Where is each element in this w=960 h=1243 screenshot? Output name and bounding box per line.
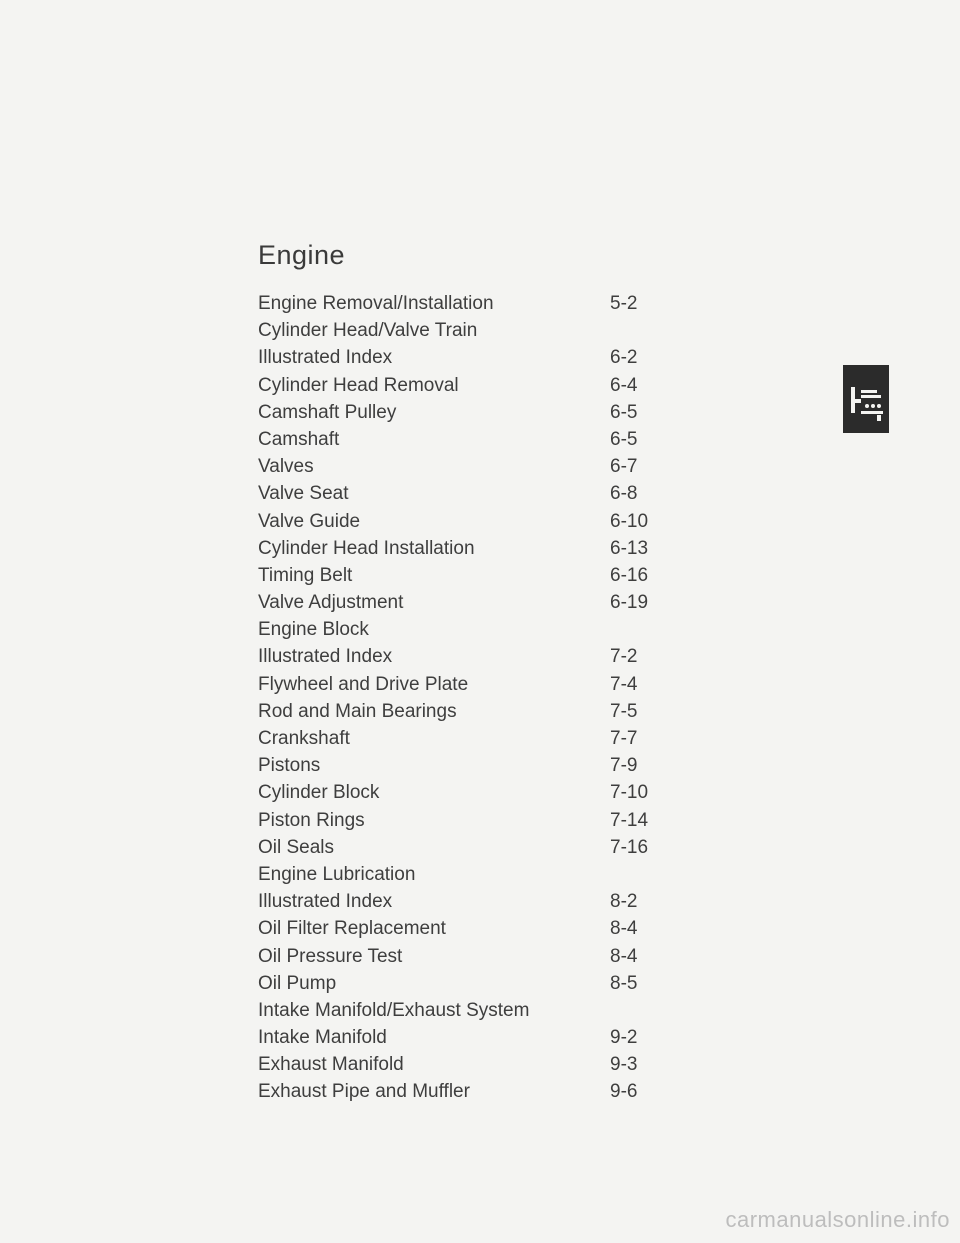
toc-entry[interactable] (258, 643, 678, 670)
toc-entry[interactable] (258, 426, 678, 453)
toc-entry-label: Illustrated Index (258, 646, 396, 667)
toc-entry-label: Cylinder Head Removal (258, 375, 463, 396)
toc-entry-page: 6-5 (606, 426, 637, 453)
watermark: carmanualsonline.info (725, 1207, 950, 1232)
engine-section-icon (843, 365, 889, 433)
toc-entry[interactable] (258, 779, 678, 806)
toc-entry-label: Cylinder Head/Valve Train (258, 320, 481, 341)
toc-entry-label: Camshaft (258, 429, 343, 450)
toc-entry-page: 6-10 (606, 508, 648, 535)
toc-entry-page: 7-9 (606, 752, 637, 779)
toc-entry-label: Cylinder Head Installation (258, 538, 479, 559)
toc-entry-label: Engine Removal/Installation (258, 293, 498, 314)
toc-entry-label: Engine Block (258, 619, 373, 640)
toc-entry-page: 6-4 (606, 372, 637, 399)
toc-entry[interactable] (258, 834, 678, 861)
toc-entry-page: 7-16 (606, 834, 648, 861)
toc-entry[interactable] (258, 290, 678, 317)
toc-entry-label: Valve Adjustment (258, 592, 407, 613)
toc-entry-page: 7-10 (606, 779, 648, 806)
toc-entry[interactable] (258, 752, 678, 779)
toc-group-heading (258, 861, 678, 888)
toc-entry[interactable] (258, 725, 678, 752)
toc-entry[interactable] (258, 508, 678, 535)
toc-entry-label: Intake Manifold (258, 1027, 391, 1048)
section-tab[interactable] (843, 365, 889, 433)
toc-entry-label: Intake Manifold/Exhaust System (258, 1000, 533, 1021)
toc-group-heading (258, 997, 678, 1024)
toc-entry[interactable] (258, 1078, 678, 1105)
toc-entry-label: Valve Guide (258, 511, 364, 532)
toc-entry-page: 7-4 (606, 671, 637, 698)
toc-group-heading (258, 616, 678, 643)
toc-entry-label: Oil Filter Replacement (258, 918, 450, 939)
toc-entry[interactable] (258, 915, 678, 942)
toc-entry-label: Cylinder Block (258, 782, 383, 803)
table-of-contents (258, 290, 678, 1106)
page-title: Engine (258, 240, 346, 270)
toc-entry-page: 8-2 (606, 888, 637, 915)
toc-entry-label: Flywheel and Drive Plate (258, 674, 472, 695)
toc-entry-label: Timing Belt (258, 565, 356, 586)
toc-entry-page: 6-13 (606, 535, 648, 562)
toc-entry[interactable] (258, 1024, 678, 1051)
toc-entry-page: 8-5 (606, 970, 637, 997)
toc-entry-label: Oil Seals (258, 837, 338, 858)
toc-entry-label: Exhaust Pipe and Muffler (258, 1081, 474, 1102)
toc-entry[interactable] (258, 1051, 678, 1078)
toc-entry[interactable] (258, 344, 678, 371)
toc-entry-page: 8-4 (606, 943, 637, 970)
toc-entry-label: Crankshaft (258, 728, 354, 749)
toc-entry-page: 6-19 (606, 589, 648, 616)
toc-entry[interactable] (258, 399, 678, 426)
toc-entry[interactable] (258, 671, 678, 698)
toc-entry-page: 7-5 (606, 698, 637, 725)
toc-entry-page: 6-2 (606, 344, 637, 371)
toc-group-heading (258, 317, 678, 344)
toc-entry-label: Piston Rings (258, 810, 369, 831)
toc-entry-page: 7-14 (606, 807, 648, 834)
toc-entry-label: Illustrated Index (258, 891, 396, 912)
toc-entry-page: 9-3 (606, 1051, 637, 1078)
toc-entry[interactable] (258, 589, 678, 616)
toc-entry-label: Valves (258, 456, 318, 477)
toc-entry-page: 9-2 (606, 1024, 637, 1051)
toc-entry[interactable] (258, 562, 678, 589)
toc-entry[interactable] (258, 970, 678, 997)
toc-entry[interactable] (258, 453, 678, 480)
toc-entry[interactable] (258, 807, 678, 834)
toc-entry-page: 8-4 (606, 915, 637, 942)
toc-entry[interactable] (258, 480, 678, 507)
toc-entry-page: 9-6 (606, 1078, 637, 1105)
toc-entry[interactable] (258, 535, 678, 562)
toc-entry-page: 6-16 (606, 562, 648, 589)
toc-entry-label: Oil Pressure Test (258, 946, 406, 967)
toc-entry-label: Exhaust Manifold (258, 1054, 408, 1075)
toc-entry[interactable] (258, 888, 678, 915)
toc-entry-label: Oil Pump (258, 973, 340, 994)
toc-entry-page: 5-2 (606, 290, 637, 317)
toc-entry-label: Engine Lubrication (258, 864, 419, 885)
toc-entry-page: 6-5 (606, 399, 637, 426)
toc-entry[interactable] (258, 943, 678, 970)
toc-entry[interactable] (258, 372, 678, 399)
toc-entry-page: 7-2 (606, 643, 637, 670)
toc-entry-label: Valve Seat (258, 483, 352, 504)
toc-entry-page: 6-7 (606, 453, 637, 480)
toc-entry-label: Rod and Main Bearings (258, 701, 461, 722)
toc-entry[interactable] (258, 698, 678, 725)
toc-entry-label: Pistons (258, 755, 324, 776)
toc-entry-label: Illustrated Index (258, 347, 396, 368)
toc-entry-page: 7-7 (606, 725, 637, 752)
toc-entry-label: Camshaft Pulley (258, 402, 400, 423)
toc-entry-page: 6-8 (606, 480, 637, 507)
